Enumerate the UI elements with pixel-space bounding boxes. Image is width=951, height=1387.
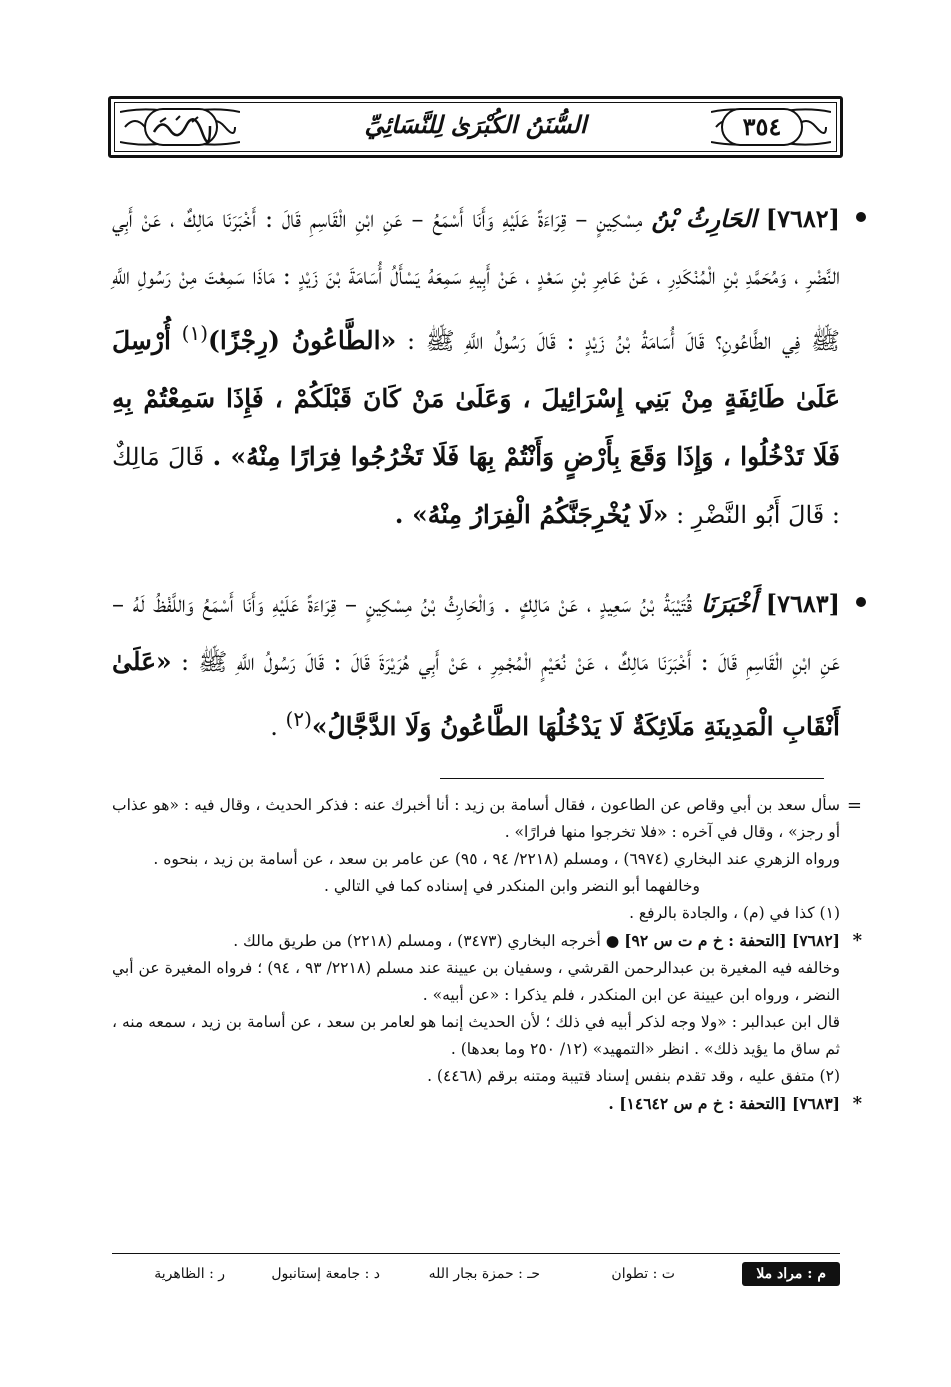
- takhrij-7683: [112, 1090, 862, 1118]
- footnote-paragraph: وخالفهما أبو النضر وابن المنكدر في إسناده كما في التالي .: [324, 877, 700, 895]
- takhrij-text: ● أخرجه البخاري (٣٤٧٣) ، ومسلم (٢٢١٨) من طريق مالك .: [233, 932, 620, 950]
- prophetic-quote: «عَلَىٰ أَنْقَابِ الْمَدِينَةِ مَلَائِكَةٌ لَا يَدْخُلُهَا الطَّاعُونُ وَلَا الدَّجَّالُ»: [112, 647, 840, 741]
- hadith-text-line: قَالَ أُسَامَةُ بْنُ زَيْدٍ : قَالَ رَسُولُ اللَّهِ ﷺ :: [406, 327, 705, 355]
- manuscript-label-t: ت : تطوان: [611, 1266, 675, 1282]
- footnote-paragraph: قال ابن عبدالبر : «ولا وجه لذكر أبيه في ذلك ؛ لأن الحديث إنما هو لعامر بن سعد ، عن أسامة بن زيد ، سمعه منه ، ثم ساق ما يؤيد ذلك» . انظر «التمهيد» (١٢/ ٢٥٠ وما بعدها) .: [112, 1013, 840, 1058]
- hadith-7683: [112, 575, 840, 756]
- footnote-paragraph: وخالفه فيه المغيرة بن عبدالرحمن القرشي ، وسفيان بن عيينة عند مسلم (٢٢١٨/ ٩٣ ، ٩٤) ؛ فرواه المغيرة عن أبي النضر ، ورواه ابن عيينة عن ابن المنكدر ، فلم يذكرا : «عن أبيه» .: [112, 959, 840, 1004]
- hadith-text-line: مِسْكِينٍ – قِرَاءَةً عَلَيْهِ وَأَنَا أَسْمَعُ – عَنِ ابْنِ الْقَاسِمِ قَالَ :: [264, 205, 643, 233]
- manuscript-label-m: م : مراد ملا: [742, 1262, 840, 1286]
- bottom-separator: [112, 1253, 840, 1254]
- header-title: السُّنَنُ الكُبْرَىٰ لِلنَّسَائِيِّ: [364, 110, 587, 139]
- book-logo: [144, 108, 218, 146]
- hadith-text-line: أَبِيهِ سَمِعَهُ يَسْأَلُ أُسَامَةَ بْنَ زَيْدٍ : مَاذَا سَمِعْتَ مِنْ رَسُولِ اللَّهِ ﷺ فِي الطَّاعُونِ؟: [112, 262, 840, 355]
- prophetic-quote: «الطَّاعُونُ (رِجْزًا): [208, 326, 397, 355]
- narrator-name: الحَارِثُ بْنُ: [651, 204, 757, 233]
- manuscript-label-r: ر : الظاهرية: [154, 1266, 225, 1282]
- hadith-text-line: قَالَ مَالِكٌ : قَالَ أَبُو النَّضْرِ :: [112, 443, 840, 529]
- hadith-end: .: [270, 713, 278, 741]
- footnote-separator: [440, 778, 824, 779]
- hadith-number: [٧٦٨٢]: [765, 204, 840, 233]
- calligraphy-logo-icon: [146, 110, 216, 144]
- hadith-text: قُتَيْبَةُ بْنُ سَعِيدٍ ، عَنْ مَالِكٍ . وَالْحَارِثُ بْنُ مِسْكِينٍ – قِرَاءَةً عَلَيْهِ وَأَنَا أَسْمَعُ وَاللَّفْظُ لَهُ – عَنِ ابْنِ الْقَاسِمِ قَالَ : أَخْبَرَنَا مَالِكٌ ، عَنْ نُعَيْمٍ الْمُجْمِرِ ، عَنْ أَبِي هُرَيْرَةَ قَالَ : قَالَ رَسُولُ اللَّهِ ﷺ :: [112, 590, 840, 676]
- manuscript-key: [140, 1262, 840, 1290]
- takhrij-label: [٧٦٨٢] [التحفة : خ م ت س ٩٢]: [624, 931, 840, 950]
- manuscript-label-d: د : جامعة إستانبول: [271, 1266, 380, 1282]
- footnote-1: (١) كذا في (م) ، والجادة بالرفع .: [629, 904, 840, 922]
- footnote-paragraph: ورواه الزهري عند البخاري (٦٩٧٤) ، ومسلم (٢٢١٨/ ٩٤ ، ٩٥) عن عامر بن سعد ، عن أسامة بن زيد ، بنحوه .: [153, 850, 840, 868]
- star-icon: *: [852, 930, 862, 951]
- takhrij-7682: [112, 927, 862, 955]
- footnote-continuation: [112, 792, 862, 846]
- bullet-icon: [856, 212, 866, 222]
- prophetic-quote: أُرْسِلَ عَلَىٰ طَائِفَةٍ مِنْ بَنِي إِسْرَائِيلَ ، وَعَلَىٰ مَنْ كَانَ قَبْلَكُمْ ، فَإِذَا سَمِعْتُمْ بِهِ فَلَا تَدْخُلُوا ، وَإِذَا وَقَعَ بِأَرْضٍ وَأَنْتُمْ بِهَا فَلَا تَخْرُجُوا فِرَارًا مِنْهُ» .: [112, 326, 840, 471]
- footnote-2: (٢) متفق عليه ، وقد تقدم بنفس إسناد قتيبة ومتنه برقم (٤٤٦٨) .: [427, 1067, 840, 1085]
- bullet-icon: [856, 597, 866, 607]
- page-number: ٣٥٤: [721, 108, 803, 146]
- takhrij-label: [٧٦٨٣] [التحفة : خ م س ١٤٦٤٢] .: [608, 1094, 840, 1113]
- hadith-number: [٧٦٨٣]: [765, 589, 840, 618]
- hadith-text-line: أَخْبَرَنَا مَالِكٌ ، عَنْ أَبِي النَّضْرِ ، وَمُحَمَّدِ بْنِ الْمُنْكَدِرِ ، عَنْ عَامِرِ بْنِ سَعْدٍ ، عَنْ: [112, 205, 840, 290]
- continuation-mark: =: [846, 795, 862, 816]
- manuscript-label-h: حـ : حمزة بجار الله: [428, 1266, 540, 1282]
- footnotes: [112, 792, 862, 1118]
- footnote-marker: (٢): [285, 707, 312, 731]
- footnote-paragraph: سأل سعد بن أبي وقاص عن الطاعون ، فقال أسامة بن زيد : أنا أخبرك عنه : فذكر الحديث ، وقال فيه : «هو عذاب أو رجز» ، وقال في آخره : «فلا تخرجوا منها فرارًا» .: [112, 796, 840, 841]
- hadith-7682: [112, 190, 840, 544]
- footnote-marker: (١): [181, 321, 208, 345]
- prophetic-quote: «لَا يُخْرِجَنَّكُمُ الْفِرَارُ مِنْهُ» .: [394, 500, 669, 529]
- star-icon: *: [852, 1093, 862, 1114]
- page-header: [108, 96, 843, 158]
- narrator-name: أَخْبَرَنَا: [700, 589, 757, 618]
